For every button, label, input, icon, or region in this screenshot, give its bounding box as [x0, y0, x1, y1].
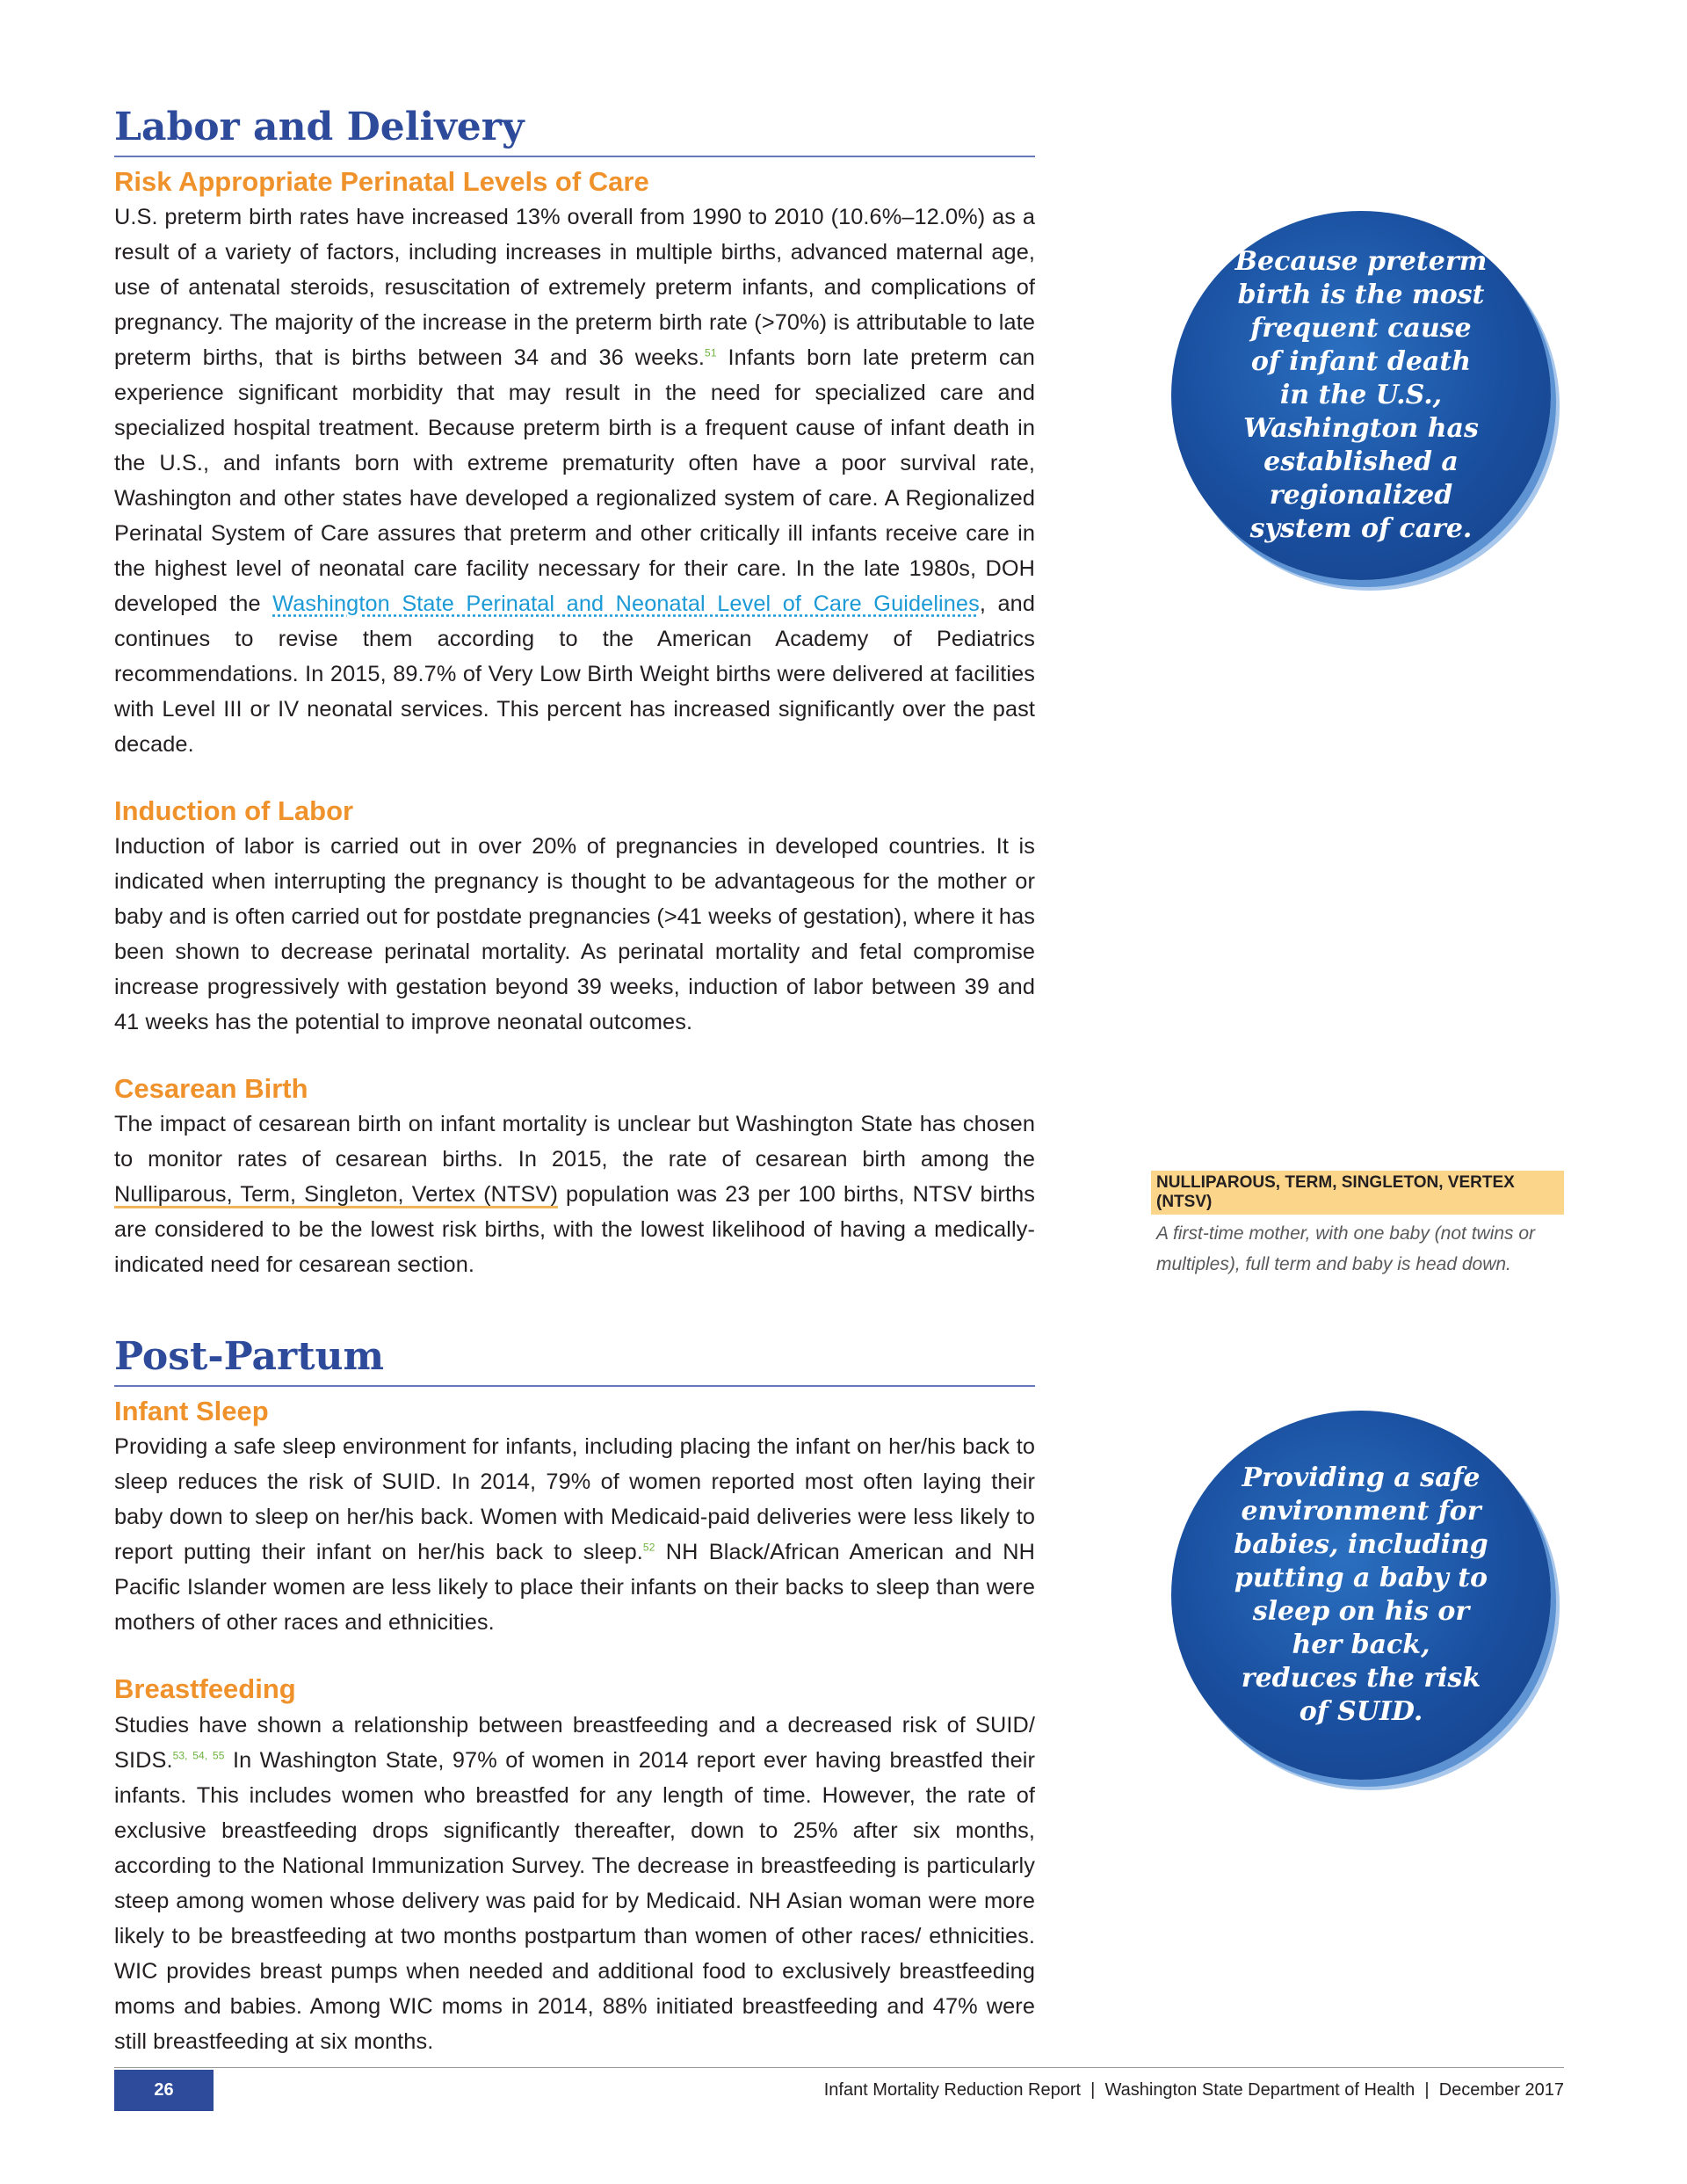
callout-preterm-text: Because preterm birth is the most frequent cause of infant death in the U.S., Washington has established a regionalized system of care. — [1234, 246, 1488, 544]
text-segment: U.S. preterm birth rates have increased 13% overall from 1990 to 2010 (10.6%–12.0%) as a result of a variety of factors, including increases in multiple births, advanced maternal age, use of antenatal steroids, resuscitation of extremely preterm infants, and complications of pregnancy. The majority of the increase in the preterm birth rate (>70%) is attributable to late preterm births, that is births between 34 and 36 weeks. — [114, 204, 1035, 370]
paragraph-breastfeeding — [114, 1708, 1035, 2059]
text-segment: Providing a safe sleep environment for infants, including placing the infant on her/his back to sleep reduces the risk of SUID. In 2014, 79% of women reported most often laying their baby down to sleep on her/his back. Women with Medicaid-paid deliveries were less likely to report putting their infant on her/his back to sleep. — [114, 1434, 1035, 1565]
heading-infant-sleep: Infant Sleep — [114, 1396, 269, 1427]
section-title-postpartum: Post-Partum — [114, 1335, 1035, 1387]
paragraph-induction: Induction of labor is carried out in over 20% of pregnancies in developed countries. It is indicated when interrupting the pregnancy is thought to be advantageous for the mother or baby and is often carried out for postdate pregnancies (>41 weeks of gestation), where it has been shown to decrease perinatal mortality. As perinatal mortality and fetal compromise increase progressively with gestation beyond 39 weeks, induction of labor between 39 and 41 weeks has the potential to improve neonatal outcomes. — [114, 834, 1035, 1035]
paragraph-infant-sleep — [114, 1429, 1035, 1640]
text-segment: NH Black/African American and NH Pacific Islander women are less likely to place their infants on their backs to sleep than were mothers of other races and ethnicities. — [114, 1540, 1035, 1636]
text-segment: , and continues to revise them according to the American Academy of Pediatrics recommendations. In 2015, 89.7% of Very Low Birth Weight births were delivered at facilities with Level III or IV neonatal services. This percent has increased significantly over the past decade. — [114, 591, 1035, 757]
paragraph-risk-appropriate — [114, 200, 1035, 762]
text-segment: Infants born late preterm can experience significant morbidity that may result in the need for specialized care and specialized hospital treatment. Because preterm birth is a frequent cause of infant death in the U.S., and infants born with extreme prematurity often have a poor survival rate, Washington and other states have developed a regionalized system of care. A Regionalized Perinatal System of Care assures that preterm and other critically ill infants receive care in the highest level of neonatal care facility necessary for their care. In the late 1980s, DOH developed the — [114, 345, 1035, 616]
section-title-labor: Labor and Delivery — [114, 105, 1035, 157]
callout-safe-sleep-text: Providing a safe environment for babies, including putting a baby to sleep on his or her back, reduces the risk of SUID. — [1234, 1462, 1488, 1727]
ntsv-definition-note — [1151, 1171, 1564, 1280]
main-column — [114, 105, 1035, 2059]
page-number: 26 — [114, 2070, 214, 2111]
text-segment: In Washington State, 97% of women in 2014 report ever having breastfed their infants. This includes women who breastfed for any length of time. However, the rate of exclusive breastfeeding drops significantly thereafter, down to 25% after six months, according to the National Immunization Survey. The decrease in breastfeeding is particularly steep among women whose delivery was paid for by Medicaid. NH Asian woman were more likely to be breastfeeding at two months postpartum than women of other races/ ethnicities. WIC provides breast pumps when needed and additional food to exclusively breastfeeding moms and babies. Among WIC moms in 2014, 88% initiated breastfeeding and 47% were still breastfeeding at six months. — [114, 1747, 1035, 2054]
ntsv-term[interactable]: Nulliparous, Term, Singleton, Vertex (NTSV) — [114, 1182, 558, 1208]
callout-safe-sleep — [1171, 1411, 1551, 1780]
heading-cesarean: Cesarean Birth — [114, 1073, 308, 1105]
footnote-refs[interactable]: 53, 54, 55 — [172, 1749, 225, 1762]
guidelines-link[interactable]: Washington State Perinatal and Neonatal Level of Care Guidelines — [272, 591, 980, 616]
footnote-ref[interactable]: 52 — [642, 1541, 655, 1554]
text-segment: Studies have shown a relationship between breastfeeding and a decreased risk of SUID/ SIDS. — [114, 1712, 1035, 1773]
paragraph-cesarean — [114, 1107, 1035, 1282]
ntsv-note-term: NULLIPAROUS, TERM, SINGLETON, VERTEX (NTSV) — [1151, 1171, 1564, 1215]
heading-breastfeeding: Breastfeeding — [114, 1673, 296, 1705]
text-segment: population was 23 per 100 births, NTSV births are considered to be the lowest risk births, with the lowest likelihood of having a medically-indicated need for cesarean section. — [114, 1182, 1035, 1278]
ntsv-note-definition: A first-time mother, with one baby (not twins or multiples), full term and baby is head down. — [1156, 1223, 1536, 1274]
heading-induction: Induction of Labor — [114, 795, 354, 826]
footer-divider — [114, 2067, 1564, 2068]
footnote-ref[interactable]: 51 — [705, 346, 717, 359]
callout-preterm — [1171, 211, 1551, 580]
heading-risk-appropriate: Risk Appropriate Perinatal Levels of Care — [114, 165, 649, 197]
footer-text: Infant Mortality Reduction Report | Washington State Department of Health | December 2017 — [823, 2080, 1564, 2100]
text-segment: The impact of cesarean birth on infant mortality is unclear but Washington State has chosen to monitor rates of cesarean births. In 2015, the rate of cesarean birth among the — [114, 1112, 1035, 1172]
